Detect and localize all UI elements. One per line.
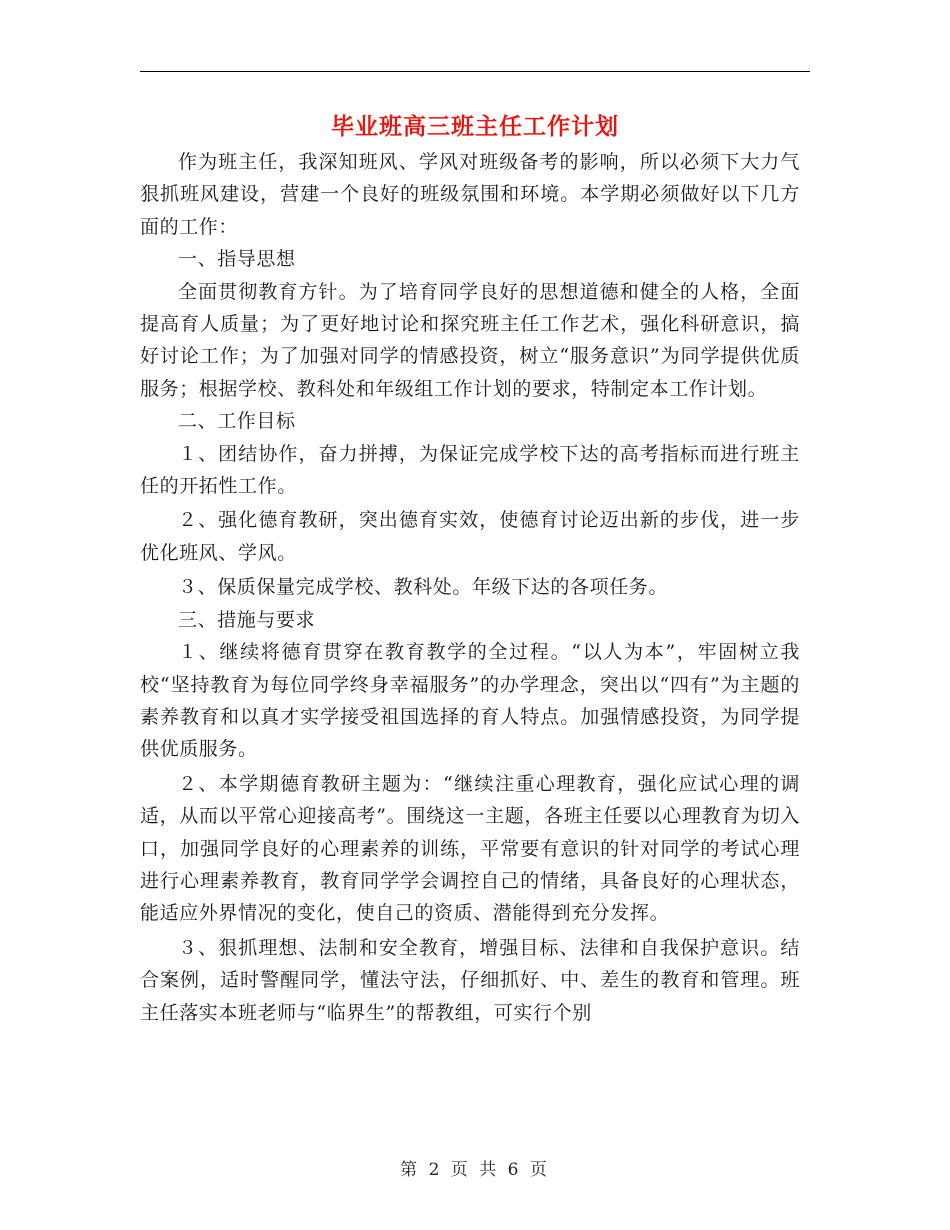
document-title: 毕业班高三班主任工作计划 [331, 113, 619, 140]
paragraph-measure-2: ２、本学期德育教研主题为：“继续注重心理教育，强化应试心理的调适，从而以平常心迎接高考”。围绕这一主题，各班主任要以心理教育为切入口，加强同学良好的心理素养的训练，平常要有意识的针对同学的考试心理进行心理素养教育，教育同学学会调控自己的情绪，具备良好的心理状态，能适应外界情况的变化，使自己的资质、潜能得到充分发挥。 [140, 772, 800, 925]
paragraph-guiding-thought: 全面贯彻教育方针。为了培育同学良好的思想道德和健全的人格，全面提高育人质量；为了更好地讨论和探究班主任工作艺术，强化科研意识，搞好讨论工作；为了加强对同学的情感投资，树立“服务意识”为同学提供优质服务；根据学校、教科处和年级组工作计划的要求，特制定本工作计划。 [140, 280, 800, 400]
paragraph-goal-1: １、团结协作，奋力拼搏，为保证完成学校下达的高考指标而进行班主任的开拓性工作。 [140, 442, 800, 498]
header-rule [140, 71, 810, 72]
page-number-footer: 第 2 页 共 6 页 [400, 1160, 550, 1180]
paragraph-intro: 作为班主任，我深知班风、学风对班级备考的影响，所以必须下大力气狠抓班风建设，营建一个良好的班级氛围和环境。本学期必须做好以下几方面的工作： [140, 151, 800, 238]
paragraph-goal-3: ３、保质保量完成学校、教科处。年级下达的各项任务。 [178, 576, 669, 599]
paragraph-measure-1: １、继续将德育贯穿在教育教学的全过程。“以人为本”，牢固树立我校“坚持教育为每位同学终身幸福服务”的办学理念，突出以“四有”为主题的素养教育和以真才实学接受祖国选择的育人特点。加强情感投资，为同学提供优质服务。 [140, 641, 800, 761]
heading-work-goals: 二、工作目标 [178, 410, 296, 433]
paragraph-goal-2: ２、强化德育教研，突出德育实效，使德育讨论迈出新的步伐，进一步优化班风、学风。 [140, 509, 800, 564]
paragraph-measure-3: ３、狠抓理想、法制和安全教育，增强目标、法律和自我保护意识。结合案例，适时警醒同学，懂法守法，仔细抓好、中、差生的教育和管理。班主任落实本班老师与“临界生”的帮教组，可实行个别 [140, 936, 800, 1024]
document-body [140, 146, 800, 1029]
heading-guiding-thought: 一、指导思想 [178, 248, 296, 271]
heading-measures: 三、措施与要求 [178, 608, 316, 631]
